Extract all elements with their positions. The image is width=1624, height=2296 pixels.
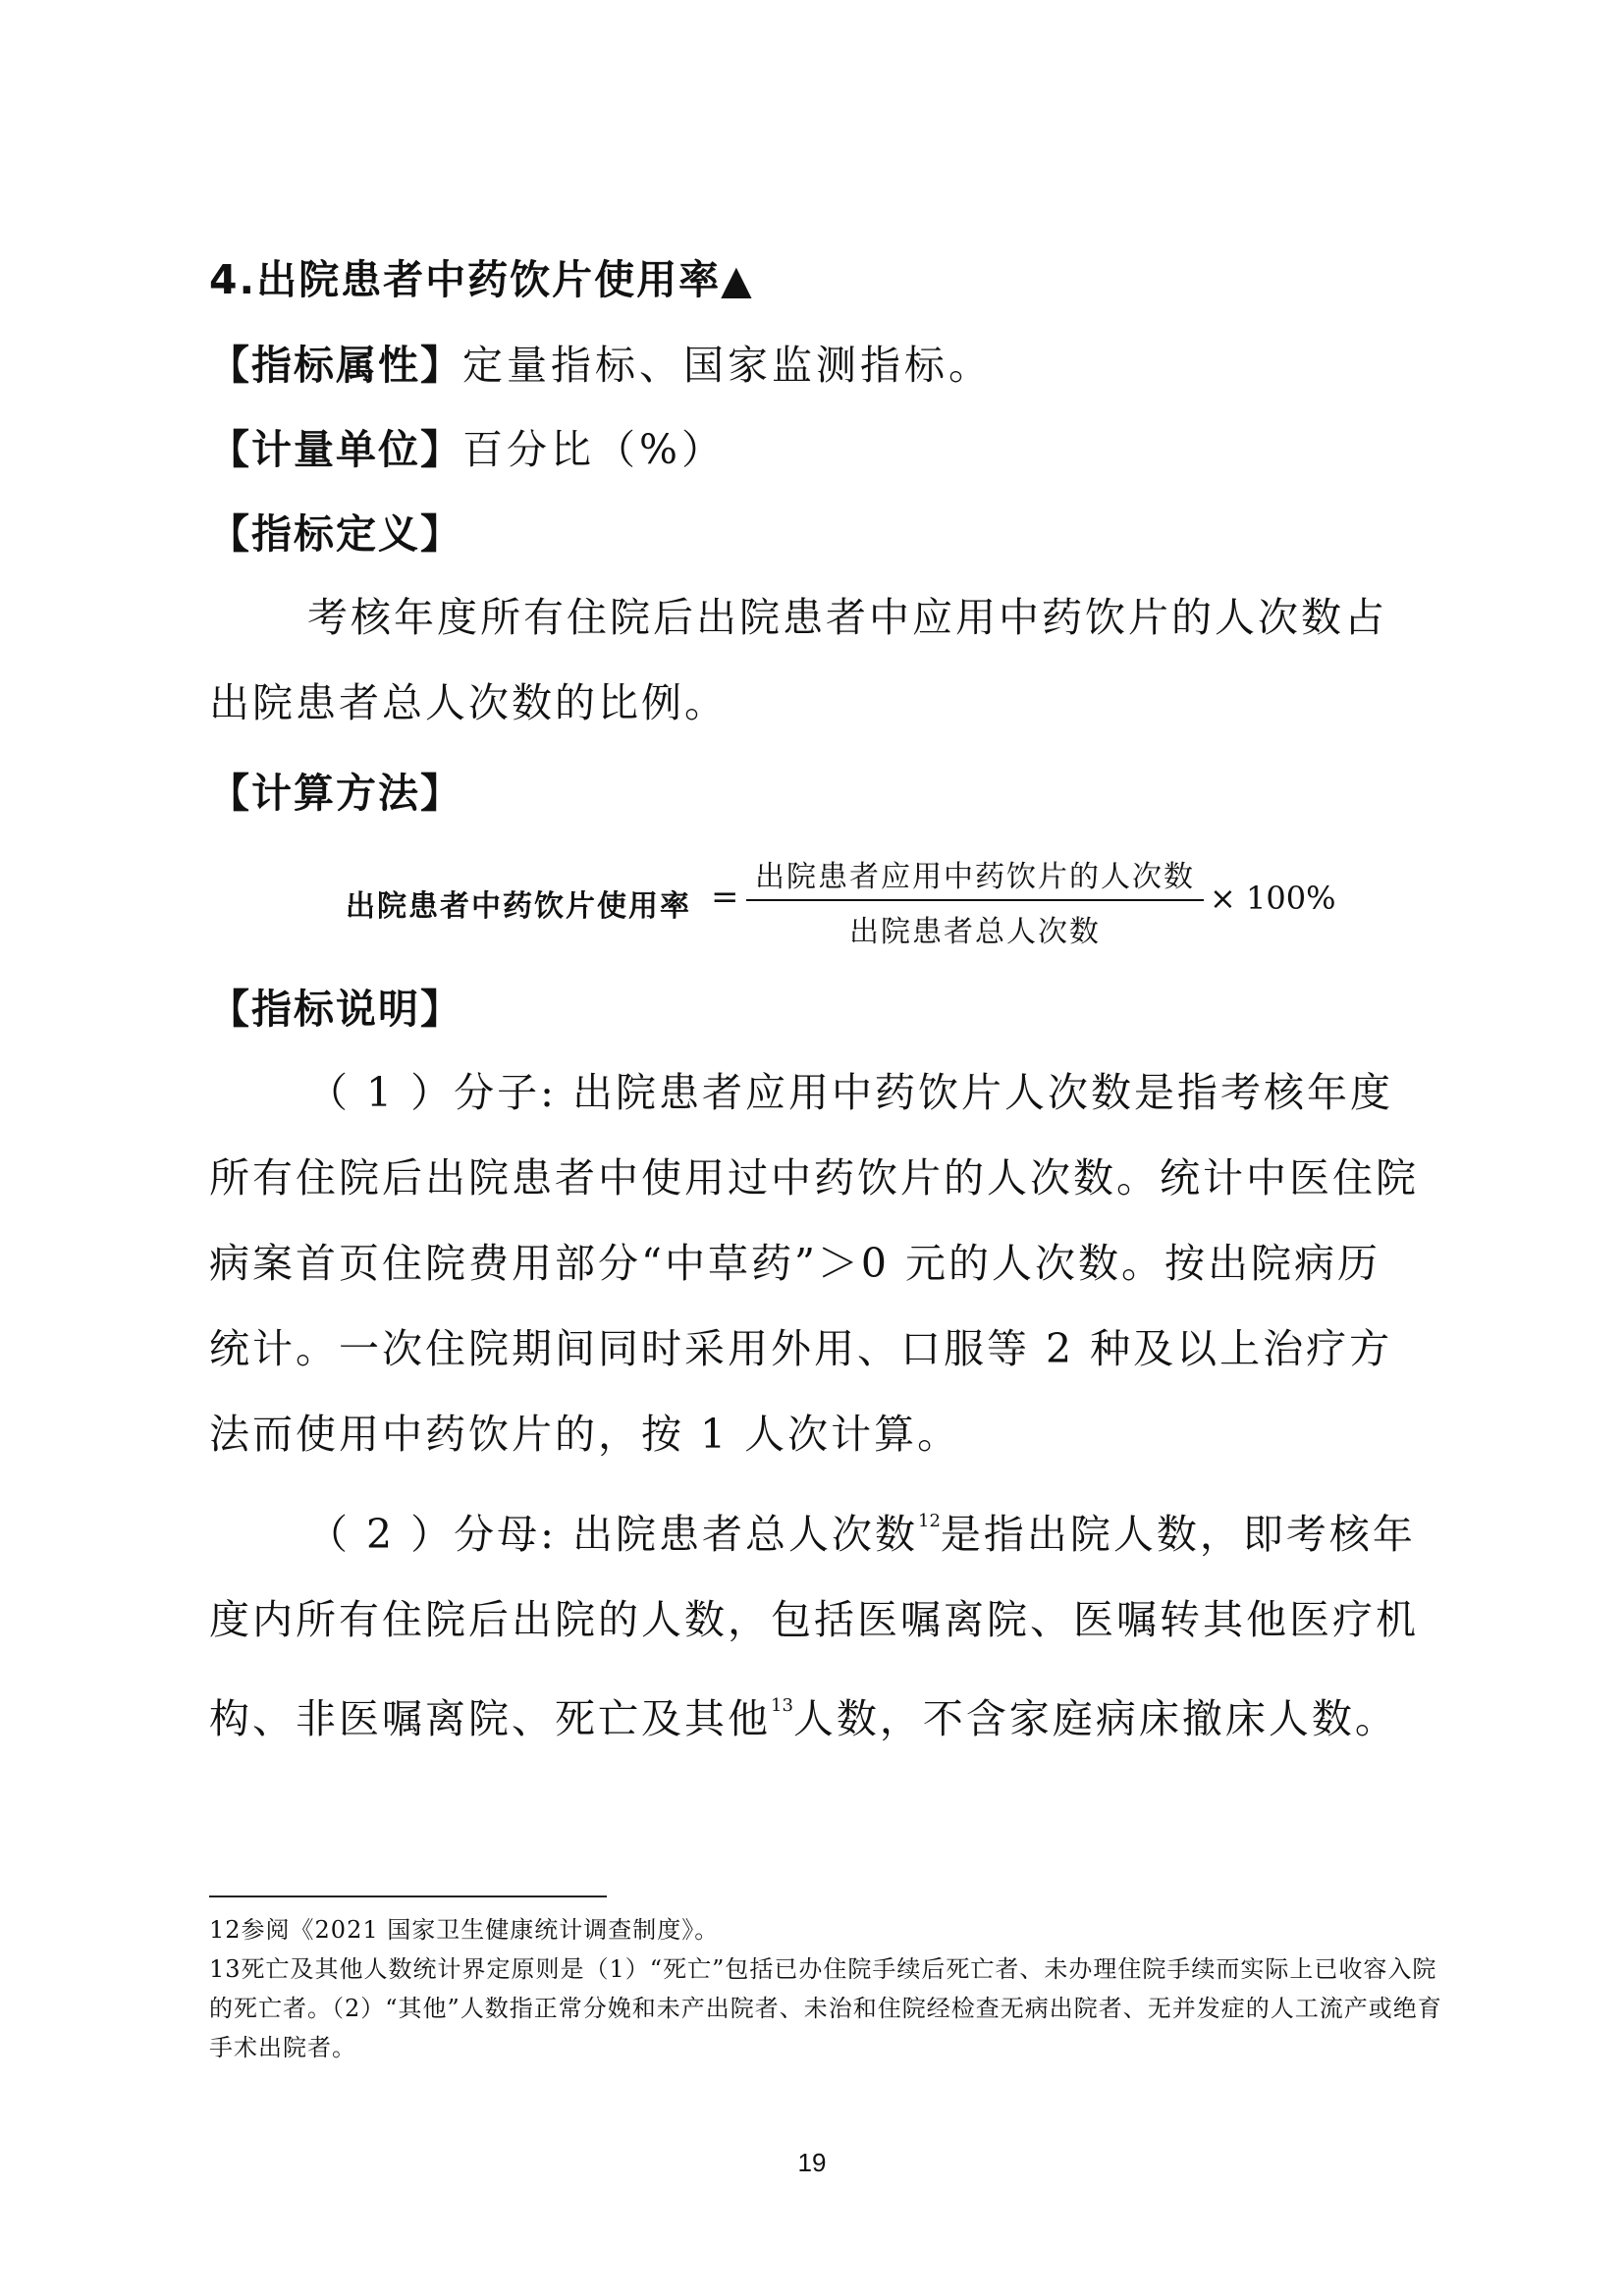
explanation-p2-text-a: （ 2 ）分母: 出院患者总人次数 (307, 1511, 918, 1558)
formula-numerator: 出院患者应用中药饮片的人次数 (755, 860, 1195, 894)
attribute-label: 【指标属性】 (209, 342, 462, 389)
explanation-paragraph-1 (209, 1050, 1422, 1477)
formula-lhs: 出院患者中药饮片使用率 (346, 889, 691, 924)
definition-label: 【指标定义】 (209, 510, 462, 558)
footnote-13: 13死亡及其他人数统计界定原则是（1）“死亡”包括已办住院手续后死亡者、未办理住院手续而实际上已收容入院的死亡者。（2）“其他”人数指正常分娩和未产出院者、未治和住院经检查无病出院者、无并发症的人工流产或绝育手术出院者。 (209, 1955, 1442, 2061)
unit-label: 【计量单位】 (209, 426, 462, 473)
explanation-p2-text-c: 人数，不含家庭病床撤床人数。 (792, 1695, 1398, 1742)
unit-value: 百分比（%） (462, 426, 726, 473)
formula-equals: = (711, 878, 739, 917)
attribute-value: 定量指标、国家监测指标。 (462, 342, 993, 389)
formula-denominator: 出院患者总人次数 (849, 915, 1101, 949)
method-label: 【计算方法】 (209, 770, 462, 817)
definition-paragraph (209, 575, 1422, 746)
formula-multiplier: × 100% (1210, 880, 1336, 917)
method-heading (209, 764, 462, 823)
footnote-12: 12参阅《2021 国家卫生健康统计调查制度》。 (209, 1916, 720, 1944)
formula-fraction (746, 852, 1204, 950)
calculation-formula (346, 852, 1336, 960)
fraction-bar (746, 899, 1204, 901)
attribute-line (209, 336, 993, 395)
explanation-p1-text: （ 1 ）分子: 出院患者应用中药饮片人次数是指考核年度所有住院后出院患者中使用过中药饮片的人次数。统计中医住院病案首页住院费用部分“中草药”＞0 元的人次数。按出院病历统计。一次住院期间同时采用外用、口服等 2 种及以上治疗方法而使用中药饮片的，按 1 人次计算。 (209, 1069, 1419, 1458)
definition-heading (209, 505, 462, 563)
explanation-heading (209, 980, 462, 1039)
footnote-divider (209, 1896, 607, 1897)
section-title: 4.出院患者中药饮片使用率▲ (209, 256, 754, 303)
explanation-label: 【指标说明】 (209, 986, 462, 1033)
footnote-ref-13[interactable]: 13 (771, 1695, 793, 1716)
footnote-ref-12[interactable]: 12 (918, 1511, 941, 1531)
explanation-paragraph-2 (209, 1478, 1422, 1762)
unit-line (209, 420, 726, 479)
page-number: 19 (797, 2148, 827, 2177)
explanation-p2-text-b: 是指出院人数，即考核年度内所有住院后出院的人数，包括医嘱离院、医嘱转其他医疗机构、非医嘱离院、死亡及其他 (209, 1511, 1419, 1742)
definition-text: 考核年度所有住院后出院患者中应用中药饮片的人次数占出院患者总人次数的比例。 (209, 594, 1387, 726)
